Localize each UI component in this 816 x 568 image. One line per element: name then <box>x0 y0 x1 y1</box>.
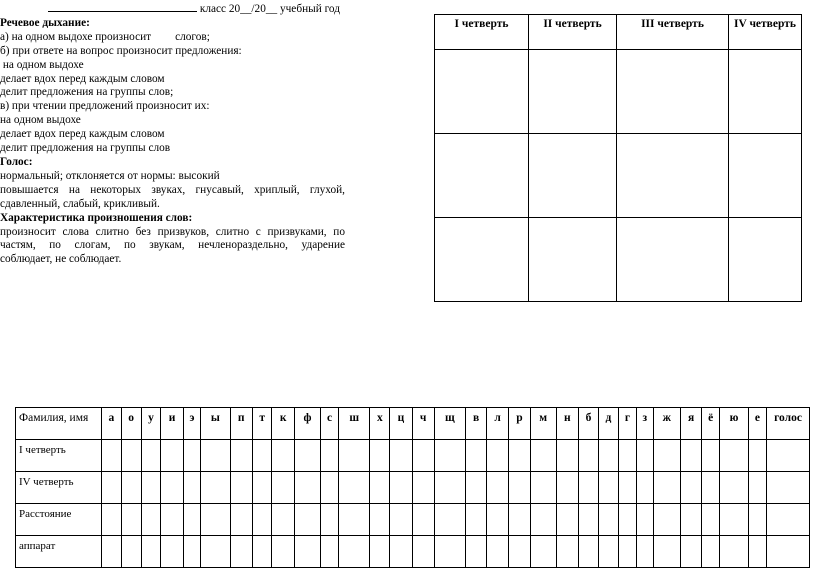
sound-cell[interactable] <box>183 440 201 472</box>
sound-cell[interactable] <box>487 472 509 504</box>
sound-header: ц <box>390 408 412 440</box>
sound-header: ё <box>702 408 720 440</box>
sounds-row <box>16 536 810 568</box>
quarter-header: III четверть <box>617 15 729 50</box>
quarter-cell[interactable] <box>729 134 802 218</box>
sound-cell[interactable] <box>637 536 653 568</box>
row-label: Расстояние <box>16 504 102 536</box>
sound-cell[interactable] <box>390 536 412 568</box>
sound-cell[interactable] <box>141 472 161 504</box>
sounds-row <box>16 440 810 472</box>
sound-cell[interactable] <box>102 536 122 568</box>
breathing-c-item: делит предложения на группы слов <box>0 142 171 155</box>
sound-header: а <box>102 408 122 440</box>
sound-cell[interactable] <box>102 472 122 504</box>
sound-cell[interactable] <box>748 536 766 568</box>
sound-cell[interactable] <box>201 440 230 472</box>
sound-cell[interactable] <box>252 536 272 568</box>
sound-cell[interactable] <box>294 440 320 472</box>
pronunciation-line: соблюдает, не соблюдает. <box>0 253 122 266</box>
sound-cell[interactable] <box>370 472 390 504</box>
sound-cell[interactable] <box>767 440 810 472</box>
quarter-cell[interactable] <box>529 134 617 218</box>
quarter-cell[interactable] <box>435 134 529 218</box>
sound-header: д <box>598 408 618 440</box>
sound-cell[interactable] <box>321 440 339 472</box>
sound-header: е <box>748 408 766 440</box>
sound-cell[interactable] <box>748 504 766 536</box>
sound-cell[interactable] <box>339 440 370 472</box>
sound-cell[interactable] <box>767 472 810 504</box>
sound-cell[interactable] <box>434 504 465 536</box>
sound-cell[interactable] <box>161 440 183 472</box>
sound-cell[interactable] <box>487 440 509 472</box>
sound-cell[interactable] <box>294 536 320 568</box>
sound-cell[interactable] <box>141 504 161 536</box>
quarter-header: IV четверть <box>729 15 802 50</box>
sound-cell[interactable] <box>121 504 141 536</box>
sound-header: у <box>141 408 161 440</box>
sound-header: ы <box>201 408 230 440</box>
sound-cell[interactable] <box>141 440 161 472</box>
sound-cell[interactable] <box>230 440 252 472</box>
sound-cell[interactable] <box>412 536 434 568</box>
sound-cell[interactable] <box>412 504 434 536</box>
sound-cell[interactable] <box>556 536 578 568</box>
sound-header: в <box>466 408 487 440</box>
class-year-header <box>0 0 345 17</box>
sound-cell[interactable] <box>618 440 636 472</box>
breathing-b-item: делает вдох перед каждым словом <box>0 72 165 85</box>
sound-cell[interactable] <box>252 504 272 536</box>
sound-header: л <box>487 408 509 440</box>
sound-header: о <box>121 408 141 440</box>
sound-cell[interactable] <box>466 504 487 536</box>
sound-cell[interactable] <box>702 536 720 568</box>
sound-header: н <box>556 408 578 440</box>
sound-cell[interactable] <box>466 536 487 568</box>
sound-cell[interactable] <box>579 472 599 504</box>
sound-cell[interactable] <box>339 504 370 536</box>
quarter-header: II четверть <box>529 15 617 50</box>
sound-cell[interactable] <box>252 472 272 504</box>
sound-cell[interactable] <box>321 472 339 504</box>
sound-cell[interactable] <box>272 504 294 536</box>
sound-cell[interactable] <box>530 536 556 568</box>
sound-cell[interactable] <box>598 504 618 536</box>
sound-cell[interactable] <box>121 440 141 472</box>
sound-cell[interactable] <box>748 440 766 472</box>
sound-header: ч <box>412 408 434 440</box>
sound-cell[interactable] <box>390 504 412 536</box>
sound-cell[interactable] <box>434 440 465 472</box>
sound-cell[interactable] <box>412 472 434 504</box>
sound-cell[interactable] <box>321 504 339 536</box>
sound-cell[interactable] <box>141 536 161 568</box>
sound-cell[interactable] <box>702 504 720 536</box>
sound-cell[interactable] <box>370 504 390 536</box>
quarters-table <box>434 14 802 302</box>
sound-cell[interactable] <box>598 472 618 504</box>
sound-cell[interactable] <box>339 536 370 568</box>
sound-cell[interactable] <box>598 440 618 472</box>
sound-cell[interactable] <box>579 504 599 536</box>
sound-cell[interactable] <box>121 472 141 504</box>
sound-cell[interactable] <box>598 536 618 568</box>
breathing-b-item: делит предложения на группы слов; <box>0 86 174 99</box>
header-text: класс 20__/20__ учебный год <box>199 3 340 15</box>
sound-cell[interactable] <box>272 440 294 472</box>
sound-cell[interactable] <box>653 440 680 472</box>
sound-cell[interactable] <box>556 440 578 472</box>
pronunciation-line: произносит слова слитно без призвуков, слитно с призвуками, по <box>0 225 345 238</box>
sound-cell[interactable] <box>161 536 183 568</box>
sound-cell[interactable] <box>720 504 749 536</box>
sound-header: и <box>161 408 183 440</box>
sound-header: ф <box>294 408 320 440</box>
sound-cell[interactable] <box>161 504 183 536</box>
sound-cell[interactable] <box>720 536 749 568</box>
sound-cell[interactable] <box>618 472 636 504</box>
sound-cell[interactable] <box>637 440 653 472</box>
sound-cell[interactable] <box>681 504 702 536</box>
sound-cell[interactable] <box>509 440 531 472</box>
sound-cell[interactable] <box>509 504 531 536</box>
quarter-cell[interactable] <box>435 50 529 134</box>
sound-cell[interactable] <box>618 536 636 568</box>
quarter-header: I четверть <box>435 15 529 50</box>
sound-cell[interactable] <box>637 472 653 504</box>
sound-cell[interactable] <box>161 472 183 504</box>
quarter-cell[interactable] <box>529 218 617 302</box>
sound-header: п <box>230 408 252 440</box>
sound-cell[interactable] <box>767 504 810 536</box>
quarter-cell[interactable] <box>617 134 729 218</box>
sound-cell[interactable] <box>487 536 509 568</box>
breathing-c-item: делает вдох перед каждым словом <box>0 128 165 141</box>
sound-cell[interactable] <box>321 536 339 568</box>
sound-cell[interactable] <box>434 536 465 568</box>
surname-name-header: Фамилия, имя <box>16 408 102 440</box>
sound-cell[interactable] <box>530 440 556 472</box>
breathing-c-item: на одном выдохе <box>0 114 81 127</box>
sound-cell[interactable] <box>230 536 252 568</box>
row-label: IV четверть <box>16 472 102 504</box>
voice-line: повышается на некоторых звуках, гнусавый, хриплый, глухой, <box>0 183 345 196</box>
sound-cell[interactable] <box>637 504 653 536</box>
voice-line: нормальный; отклоняется от нормы: высокий <box>0 169 220 182</box>
sound-cell[interactable] <box>412 440 434 472</box>
speech-card-text <box>0 0 345 267</box>
quarter-cell[interactable] <box>729 218 802 302</box>
sound-cell[interactable] <box>390 472 412 504</box>
sound-header: я <box>681 408 702 440</box>
sound-cell[interactable] <box>487 504 509 536</box>
sound-cell[interactable] <box>230 504 252 536</box>
sound-cell[interactable] <box>370 536 390 568</box>
sound-header: щ <box>434 408 465 440</box>
sound-cell[interactable] <box>252 440 272 472</box>
sound-cell[interactable] <box>681 440 702 472</box>
sounds-row <box>16 472 810 504</box>
row-label: аппарат <box>16 536 102 568</box>
sound-cell[interactable] <box>618 504 636 536</box>
breathing-b-item: на одном выдохе <box>0 58 84 71</box>
sound-header: с <box>321 408 339 440</box>
sound-cell[interactable] <box>121 536 141 568</box>
sound-cell[interactable] <box>720 440 749 472</box>
sound-header: м <box>530 408 556 440</box>
sound-cell[interactable] <box>272 536 294 568</box>
sound-cell[interactable] <box>509 536 531 568</box>
pronunciation-line: частям, по слогам, по звукам, нечленораздельно, ударение <box>0 239 345 252</box>
sound-cell[interactable] <box>434 472 465 504</box>
voice-title: Голос: <box>0 155 33 168</box>
sounds-table <box>15 407 810 568</box>
sound-cell[interactable] <box>339 472 370 504</box>
sound-header: к <box>272 408 294 440</box>
sounds-header-row <box>16 408 810 440</box>
sound-cell[interactable] <box>702 440 720 472</box>
sound-cell[interactable] <box>390 440 412 472</box>
sound-header: ш <box>339 408 370 440</box>
sound-header: р <box>509 408 531 440</box>
sound-cell[interactable] <box>653 504 680 536</box>
sound-cell[interactable] <box>748 472 766 504</box>
breathing-b-line: б) при ответе на вопрос произносит предложения: <box>0 44 242 57</box>
sound-cell[interactable] <box>183 504 201 536</box>
speech-breathing-title: Речевое дыхание: <box>0 16 90 29</box>
sound-cell[interactable] <box>370 440 390 472</box>
sound-header: б <box>579 408 599 440</box>
sound-header: х <box>370 408 390 440</box>
quarter-cell[interactable] <box>729 50 802 134</box>
sound-cell[interactable] <box>556 504 578 536</box>
sound-cell[interactable] <box>579 536 599 568</box>
sound-cell[interactable] <box>509 472 531 504</box>
sound-cell[interactable] <box>681 536 702 568</box>
sound-header: ю <box>720 408 749 440</box>
sound-cell[interactable] <box>230 472 252 504</box>
breathing-a-line: а) на одном выдохе произносит слогов; <box>0 30 210 43</box>
sounds-row <box>16 504 810 536</box>
sound-cell[interactable] <box>294 504 320 536</box>
sound-cell[interactable] <box>183 536 201 568</box>
sound-cell[interactable] <box>702 472 720 504</box>
sound-cell[interactable] <box>653 472 680 504</box>
sound-cell[interactable] <box>653 536 680 568</box>
sound-header: т <box>252 408 272 440</box>
quarter-cell[interactable] <box>529 50 617 134</box>
sound-header: г <box>618 408 636 440</box>
sound-cell[interactable] <box>579 440 599 472</box>
sound-cell[interactable] <box>530 472 556 504</box>
quarter-cell[interactable] <box>617 50 729 134</box>
voice-line: сдавленный, слабый, крикливый. <box>0 197 160 210</box>
name-blank-line <box>48 0 197 12</box>
sound-cell[interactable] <box>183 472 201 504</box>
sound-cell[interactable] <box>201 504 230 536</box>
sound-header: э <box>183 408 201 440</box>
sound-cell[interactable] <box>720 472 749 504</box>
sound-header: з <box>637 408 653 440</box>
sound-cell[interactable] <box>102 440 122 472</box>
sound-cell[interactable] <box>681 472 702 504</box>
sound-cell[interactable] <box>294 472 320 504</box>
sound-cell[interactable] <box>272 472 294 504</box>
sound-cell[interactable] <box>466 440 487 472</box>
quarter-cell[interactable] <box>435 218 529 302</box>
sound-cell[interactable] <box>466 472 487 504</box>
sound-cell[interactable] <box>767 536 810 568</box>
row-label: I четверть <box>16 440 102 472</box>
quarter-cell[interactable] <box>617 218 729 302</box>
sound-header: голос <box>767 408 810 440</box>
sound-header: ж <box>653 408 680 440</box>
sound-cell[interactable] <box>530 504 556 536</box>
sound-cell[interactable] <box>201 536 230 568</box>
breathing-c-line: в) при чтении предложений произносит их: <box>0 100 210 113</box>
sound-cell[interactable] <box>201 472 230 504</box>
sound-cell[interactable] <box>556 472 578 504</box>
sound-cell[interactable] <box>102 504 122 536</box>
pronunciation-title: Характеристика произношения слов: <box>0 211 193 224</box>
